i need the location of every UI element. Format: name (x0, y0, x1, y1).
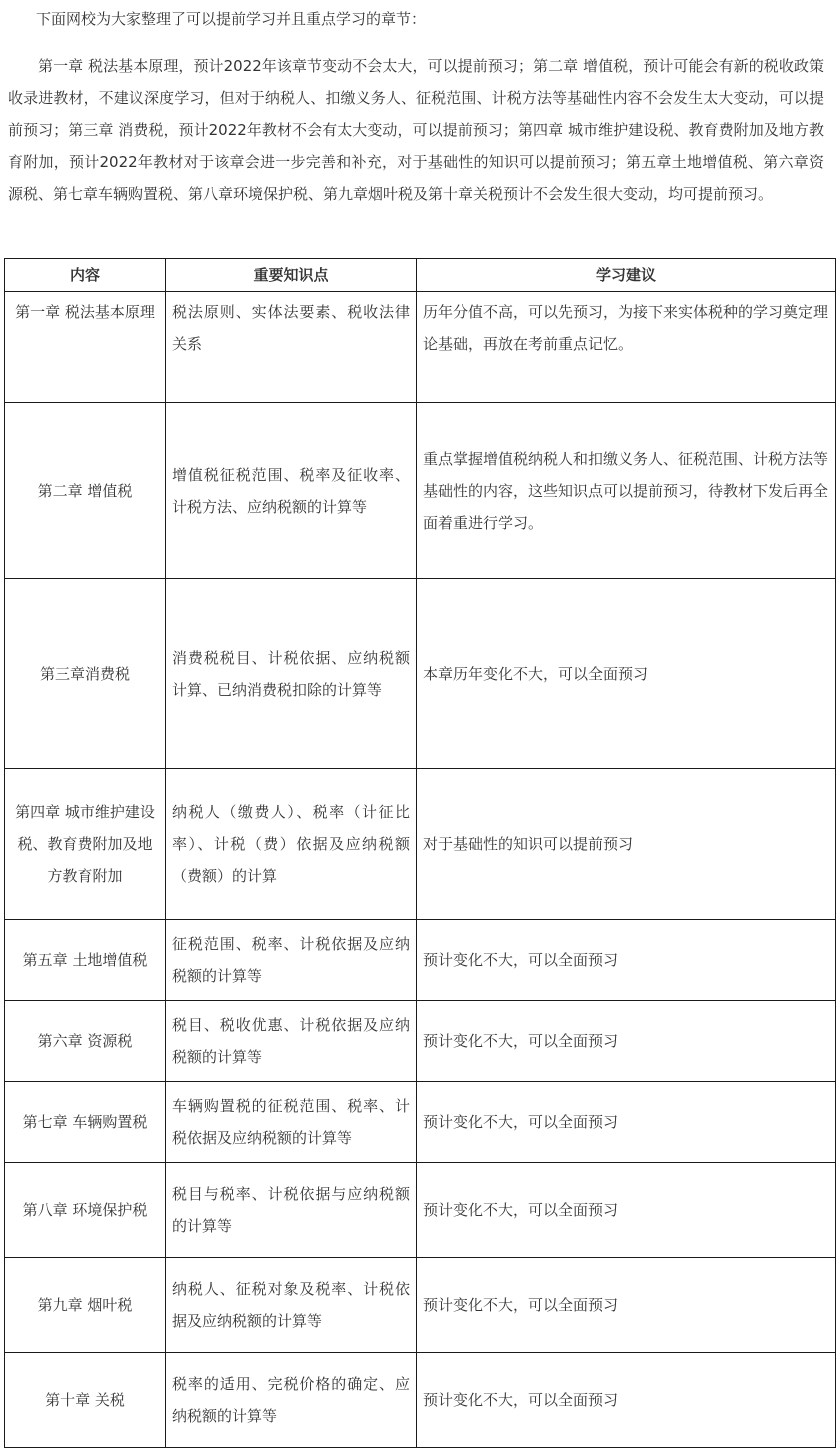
chapter-cell: 第六章 资源税 (5, 1001, 166, 1082)
advice-cell: 预计变化不大，可以全面预习 (417, 1258, 836, 1353)
advice-cell: 本章历年变化不大，可以全面预习 (417, 579, 836, 769)
chapter-cell: 第一章 税法基本原理 (5, 292, 166, 403)
key-points-cell: 税目与税率、计税依据与应纳税额的计算等 (166, 1163, 417, 1258)
key-points-cell: 征税范围、税率、计税依据及应纳税额的计算等 (166, 920, 417, 1001)
table-row (5, 1258, 836, 1353)
chapter-cell: 第二章 增值税 (5, 403, 166, 579)
advice-cell: 预计变化不大，可以全面预习 (417, 1001, 836, 1082)
table-row (5, 769, 836, 920)
table-row (5, 1001, 836, 1082)
key-points-cell: 纳税人（缴费人）、税率（计征比率）、计税（费）依据及应纳税额（费额）的计算 (166, 769, 417, 920)
chapter-cell: 第五章 土地增值税 (5, 920, 166, 1001)
summary-paragraph: 第一章 税法基本原理，预计2022年该章节变动不会太大，可以提前预习；第二章 增值税，预计可能会有新的税收政策收录进教材，不建议深度学习，但对于纳税人、扣缴义务人、征税范围、计税方法等基础性内容不会发生太大变动，可以提前预习；第三章 消费税，预计2022年教材不会有太大变动，可以提前预习；第四章 城市维护建设税、教育费附加及地方教育附加，预计2022年教材对于该章会进一步完善和补充，对于基础性的知识可以提前预习；第五章土地增值税、第六章资源税、第七章车辆购置税、第八章环境保护税、第九章烟叶税及第十章关税预计不会发生很大变动，均可提前预习。 (8, 57, 824, 203)
table-row (5, 1163, 836, 1258)
key-points-cell: 消费税税目、计税依据、应纳税额计算、已纳消费税扣除的计算等 (166, 579, 417, 769)
table-row (5, 292, 836, 403)
study-plan-table (4, 258, 836, 1448)
chapter-cell: 第七章 车辆购置税 (5, 1082, 166, 1163)
header-advice: 学习建议 (417, 259, 836, 292)
advice-cell: 预计变化不大，可以全面预习 (417, 1163, 836, 1258)
advice-cell: 预计变化不大，可以全面预习 (417, 1353, 836, 1448)
advice-cell: 历年分值不高，可以先预习，为接下来实体税种的学习奠定理论基础，再放在考前重点记忆。 (417, 292, 836, 403)
chapter-cell: 第八章 环境保护税 (5, 1163, 166, 1258)
chapter-cell: 第十章 关税 (5, 1353, 166, 1448)
key-points-cell: 税率的适用、完税价格的确定、应纳税额的计算等 (166, 1353, 417, 1448)
key-points-cell: 税目、税收优惠、计税依据及应纳税额的计算等 (166, 1001, 417, 1082)
key-points-cell: 增值税征税范围、税率及征收率、计税方法、应纳税额的计算等 (166, 403, 417, 579)
table-row (5, 579, 836, 769)
advice-cell: 预计变化不大，可以全面预习 (417, 1082, 836, 1163)
advice-cell: 预计变化不大，可以全面预习 (417, 920, 836, 1001)
header-content: 内容 (5, 259, 166, 292)
advice-cell: 对于基础性的知识可以提前预习 (417, 769, 836, 920)
chapter-cell: 第三章消费税 (5, 579, 166, 769)
header-key-points: 重要知识点 (166, 259, 417, 292)
intro-text: 下面网校为大家整理了可以提前学习并且重点学习的章节： (36, 10, 427, 28)
table-row (5, 403, 836, 579)
table-row (5, 1082, 836, 1163)
chapter-cell: 第九章 烟叶税 (5, 1258, 166, 1353)
key-points-cell: 车辆购置税的征税范围、税率、计税依据及应纳税额的计算等 (166, 1082, 417, 1163)
table-header-row (5, 259, 836, 292)
table-row (5, 1353, 836, 1448)
key-points-cell: 纳税人、征税对象及税率、计税依据及应纳税额的计算等 (166, 1258, 417, 1353)
table-row (5, 920, 836, 1001)
key-points-cell: 税法原则、实体法要素、税收法律关系 (166, 292, 417, 403)
advice-cell: 重点掌握增值税纳税人和扣缴义务人、征税范围、计税方法等基础性的内容，这些知识点可以提前预习，待教材下发后再全面着重进行学习。 (417, 403, 836, 579)
chapter-cell: 第四章 城市维护建设税、教育费附加及地方教育附加 (5, 769, 166, 920)
